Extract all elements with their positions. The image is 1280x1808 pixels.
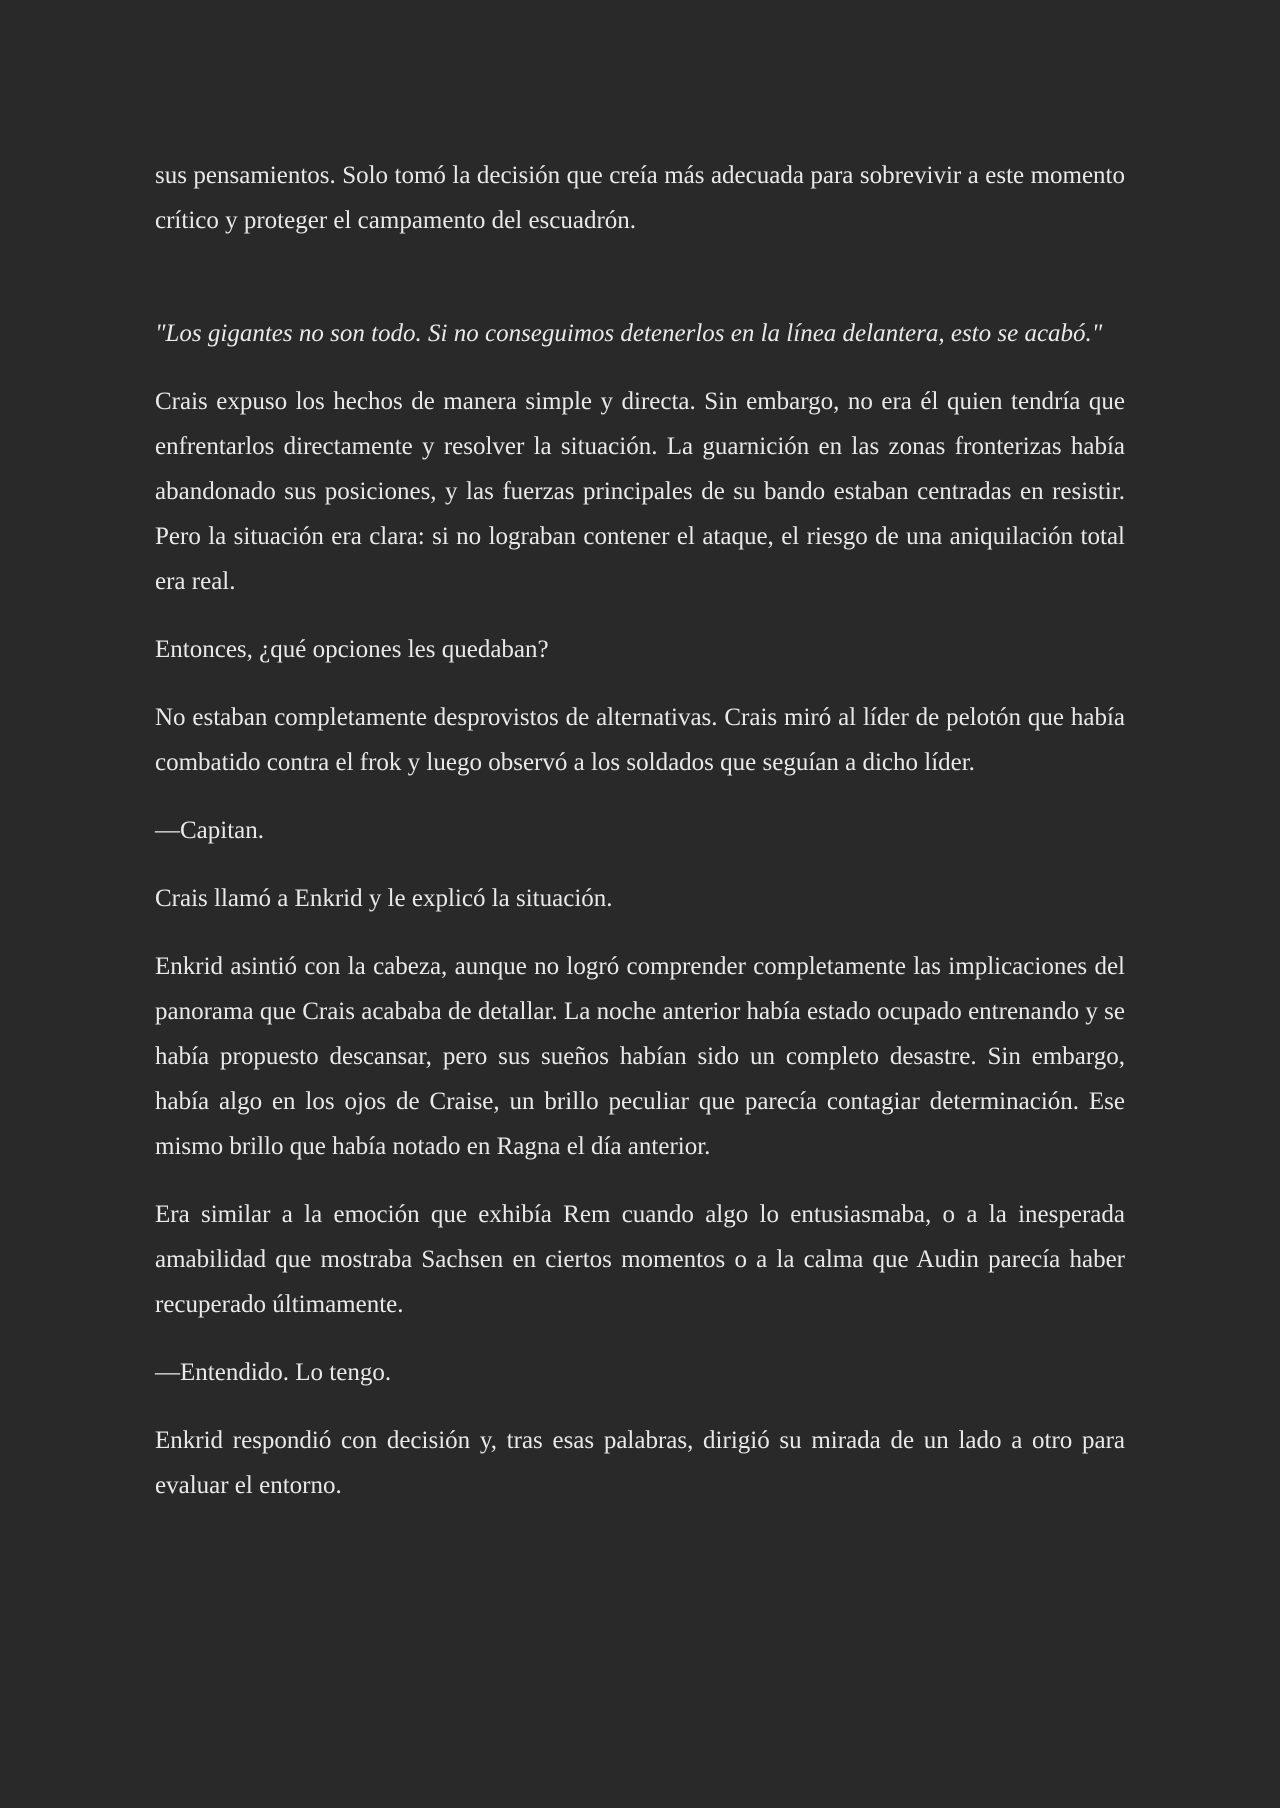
dialogue-line: —Capitan. [155, 817, 265, 844]
paragraph: Enkrid respondió con decisión y, tras esas palabras, dirigió su mirada de un lado a otro para evaluar el entorno. [155, 1427, 1125, 1499]
dialogue-line: —Entendido. Lo tengo. [155, 1359, 392, 1386]
paragraph-continuation: sus pensamientos. Solo tomó la decisión que creía más adecuada para sobrevivir a este momento crítico y proteger el campamento del escuadrón. [155, 162, 1125, 234]
paragraph: Enkrid asintió con la cabeza, aunque no logró comprender completamente las implicaciones del panorama que Crais acababa de detallar. La noche anterior había estado ocupado entrenando y se había propuesto descansar, pero sus sueños habían sido un completo desastre. Sin embargo, había algo en los ojos de Craise, un brillo peculiar que parecía contagiar determinación. Ese mismo brillo que había notado en Ragna el día anterior. [155, 953, 1125, 1160]
paragraph: Crais llamó a Enkrid y le explicó la situación. [155, 885, 613, 912]
paragraph-thought-quote: "Los gigantes no son todo. Si no conseguimos detenerlos en la línea delantera, esto se acabó." [155, 320, 1103, 347]
paragraph: Entonces, ¿qué opciones les quedaban? [155, 636, 549, 663]
paragraph: No estaban completamente desprovistos de alternativas. Crais miró al líder de pelotón que había combatido contra el frok y luego observó a los soldados que seguían a dicho líder. [155, 704, 1125, 776]
paragraph: Era similar a la emoción que exhibía Rem cuando algo lo entusiasmaba, o a la inesperada amabilidad que mostraba Sachsen en ciertos momentos o a la calma que Audin parecía haber recuperado últimamente. [155, 1201, 1125, 1318]
paragraph: Crais expuso los hechos de manera simple y directa. Sin embargo, no era él quien tendría que enfrentarlos directamente y resolver la situación. La guarnición en las zonas fronterizas había abandonado sus posiciones, y las fuerzas principales de su bando estaban centradas en resistir. Pero la situación era clara: si no lograban contener el ataque, el riesgo de una aniquilación total era real. [155, 388, 1125, 595]
